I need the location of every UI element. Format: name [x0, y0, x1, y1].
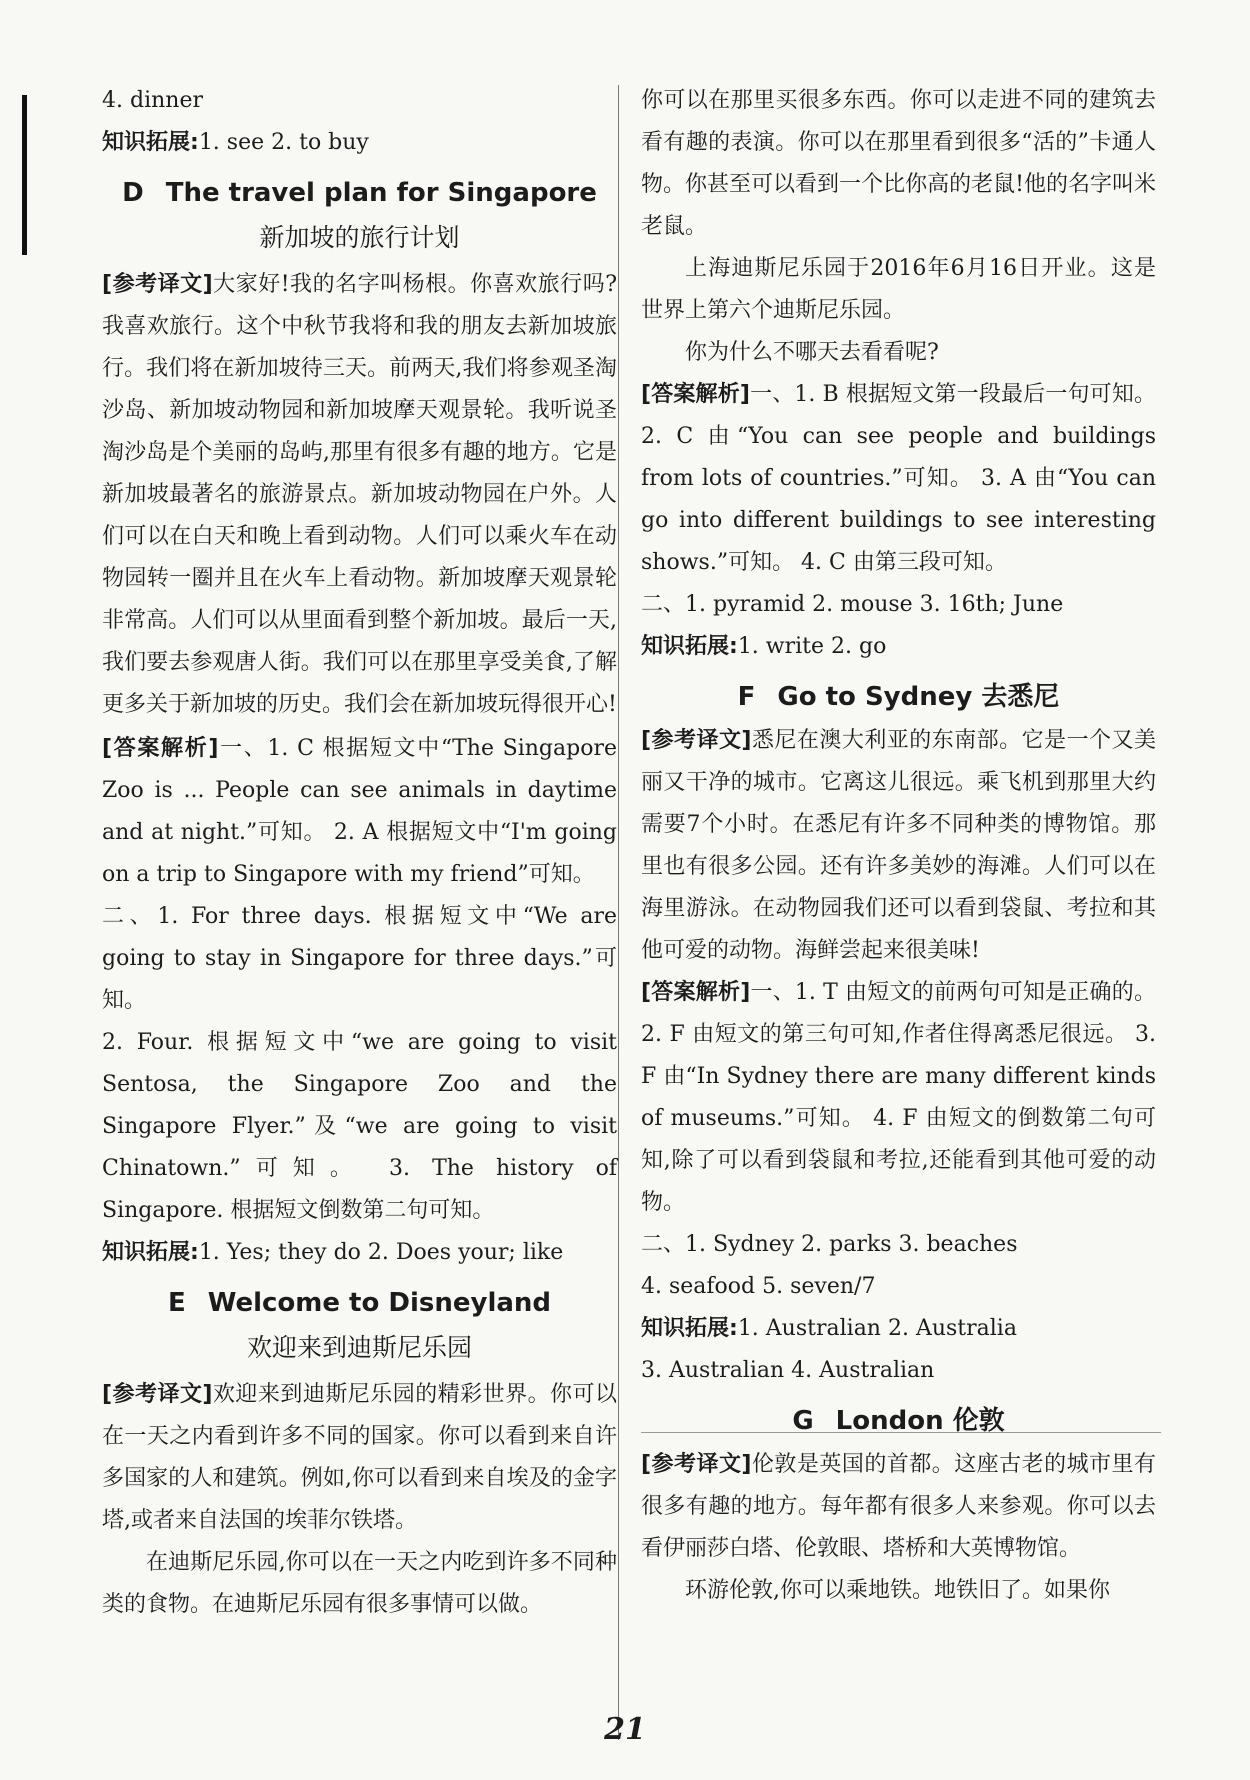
extension-text: 1. Yes; they do 2. Does your; like: [198, 1240, 564, 1265]
ans-label: [答案解析]: [641, 382, 750, 407]
ans-text: 一、1. B 根据短文第一段最后一句可知。 2. C 由“You can see people and buildings from lots of countries.”可知。 3. A 由“You can go into different buildings to see interesting shows.”可知。 4. C 由第三段可知。: [641, 382, 1156, 575]
knowledge-extension: [102, 1232, 617, 1274]
ref-text: 伦敦是英国的首都。这座古老的城市里有很多有趣的地方。每年都有很多人来参观。你可以去看伊丽莎白塔、伦敦眼、塔桥和大英博物馆。: [641, 1452, 1156, 1561]
paragraph: 你可以在那里买很多东西。你可以走进不同的建筑去看有趣的表演。你可以在那里看到很多“活的”卡通人物。你甚至可以看到一个比你高的老鼠!他的名字叫米老鼠。: [641, 88, 1156, 239]
knowledge-extension: [641, 1308, 1156, 1350]
ans-text: 一、1. C 根据短文中“The Singapore Zoo is ... People can see animals in daytime and at night.”可知。 2. A 根据短文中“I'm going on a trip to Singapore with my friend”可知。: [102, 736, 617, 887]
ref-label: [参考译文]: [641, 728, 752, 753]
answer-analysis: [641, 374, 1156, 584]
ref-text: 大家好!我的名字叫杨根。你喜欢旅行吗?我喜欢旅行。这个中秋节我将和我的朋友去新加坡旅行。我们将在新加坡待三天。前两天,我们将参观圣淘沙岛、新加坡动物园和新加坡摩天观景轮。我听说圣淘沙岛是个美丽的岛屿,那里有很多有趣的地方。它是新加坡最著名的旅游景点。新加坡动物园在户外。人们可以在白天和晚上看到动物。人们可以乘火车在动物园转一圈并且在火车上看动物。新加坡摩天观景轮非常高。人们可以从里面看到整个新加坡。最后一天,我们要去参观唐人街。我们可以在那里享受美食,了解更多关于新加坡的历史。我们会在新加坡玩得很开心!: [102, 272, 617, 717]
section-title-en: Welcome to Disneyland: [207, 1288, 552, 1318]
section-letter: D: [122, 178, 144, 208]
paragraph: 在迪斯尼乐园,你可以在一天之内吃到许多不同种类的食物。在迪斯尼乐园有很多事情可以做。: [102, 1550, 617, 1617]
extension-label: 知识拓展:: [641, 1316, 738, 1341]
answer-analysis-2: 二、1. For three days. 根据短文中“We are going to stay in Singapore for three days.”可知。: [102, 904, 617, 1013]
section-letter: F: [737, 682, 756, 712]
ans-label: [答案解析]: [102, 736, 219, 761]
section-g-title: [641, 1398, 1156, 1444]
answer-analysis: [102, 728, 617, 896]
extension-label: 知识拓展:: [102, 130, 199, 155]
paragraph: 环游伦敦,你可以乘地铁。地铁旧了。如果你: [685, 1578, 1110, 1603]
section-e-title: [102, 1280, 617, 1326]
extension-text: 1. write 2. go: [737, 634, 887, 659]
reference-translation: [102, 264, 617, 726]
ref-text: 欢迎来到迪斯尼乐园的精彩世界。你可以在一天之内看到许多不同的国家。你可以看到来自许多国家的人和建筑。例如,你可以看到来自埃及的金字塔,或者来自法国的埃菲尔铁塔。: [102, 1382, 617, 1533]
page-edge-mark: [22, 95, 27, 255]
answer-analysis-3: 4. seafood 5. seven/7: [641, 1274, 876, 1299]
ans-label: [答案解析]: [641, 980, 751, 1005]
extension-text-2: 3. Australian 4. Australian: [641, 1358, 935, 1383]
section-letter: E: [167, 1288, 186, 1318]
reference-translation: [641, 720, 1156, 972]
paragraph: 上海迪斯尼乐园于2016年6月16日开业。这是世界上第六个迪斯尼乐园。: [641, 256, 1156, 323]
right-column: [641, 80, 1156, 1612]
ref-label: [参考译文]: [102, 1382, 213, 1407]
section-e-title-zh: 欢迎来到迪斯尼乐园: [246, 1333, 472, 1362]
answer-analysis-3: 2. Four. 根据短文中“we are going to visit Sentosa, the Singapore Zoo and the Singapore Flyer.”及“we are going to visit Chinatown.”可知。 3. The history of Singapore. 根据短文倒数第二句可知。: [102, 1030, 617, 1223]
section-title-en: The travel plan for Singapore: [165, 178, 597, 208]
answer-analysis-2: 二、1. Sydney 2. parks 3. beaches: [641, 1232, 1018, 1257]
answer-analysis: [641, 972, 1156, 1224]
extension-text: 1. see 2. to buy: [198, 130, 369, 155]
section-f-title: [641, 674, 1156, 720]
ref-label: [参考译文]: [102, 272, 213, 297]
ans-text: 一、1. T 由短文的前两句可知是正确的。 2. F 由短文的第三句可知,作者住得离悉尼很远。 3. F 由“In Sydney there are many different kinds of museums.”可知。 4. F 由短文的倒数第二句可知,除了可以看到袋鼠和考拉,还能看到其他可爱的动物。: [641, 980, 1156, 1215]
answer-analysis-2: 二、1. pyramid 2. mouse 3. 16th; June: [641, 592, 1064, 617]
paragraph: 你为什么不哪天去看看呢?: [685, 340, 939, 365]
ref-text: 悉尼在澳大利亚的东南部。它是一个又美丽又干净的城市。它离这儿很远。乘飞机到那里大约需要7个小时。在悉尼有许多不同种类的博物馆。那里也有很多公园。还有许多美妙的海滩。人们可以在海里游泳。在动物园我们还可以看到袋鼠、考拉和其他可爱的动物。海鲜尝起来很美味!: [641, 728, 1156, 963]
section-d-title: [102, 170, 617, 216]
page-number: 21: [604, 1712, 646, 1747]
ref-label: [参考译文]: [641, 1452, 752, 1477]
left-column: [102, 80, 617, 1626]
knowledge-extension: [102, 122, 617, 164]
extension-label: 知识拓展:: [102, 1240, 199, 1265]
knowledge-extension: [641, 626, 1156, 668]
extension-label: 知识拓展:: [641, 634, 738, 659]
answer-line: 4. dinner: [102, 88, 203, 113]
reference-translation: [641, 1444, 1156, 1570]
section-title: Go to Sydney 去悉尼: [777, 682, 1060, 712]
section-title: London 伦敦: [835, 1406, 1005, 1436]
reference-translation: [102, 1374, 617, 1542]
column-divider: [618, 85, 619, 1740]
section-d-title-zh: 新加坡的旅行计划: [259, 223, 460, 252]
section-letter: G: [792, 1406, 814, 1436]
extension-text: 1. Australian 2. Australia: [737, 1316, 1017, 1341]
